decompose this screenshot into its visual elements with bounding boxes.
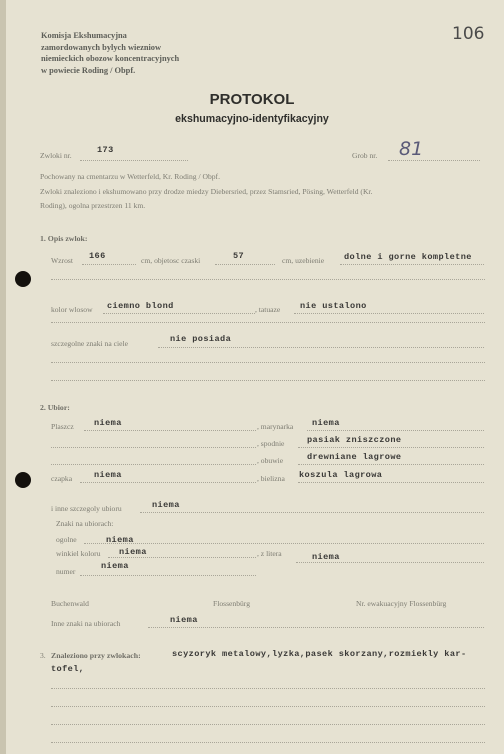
organization-line: niemieckich obozow koncentracyjnych xyxy=(41,54,180,64)
teeth-label: cm, uzebienie xyxy=(282,256,325,265)
prisoner-number-line xyxy=(80,575,256,576)
coat-value: niema xyxy=(94,418,122,428)
height-line xyxy=(82,264,136,265)
blank-line xyxy=(51,279,485,280)
height-label: Wzrost xyxy=(51,256,73,265)
shoes-line xyxy=(298,464,484,465)
blank-line xyxy=(51,688,485,689)
tattoo-value: nie ustalono xyxy=(300,301,367,311)
trousers-line xyxy=(298,447,484,448)
shoes-label: , obuwie xyxy=(257,456,284,465)
hair-color-line xyxy=(103,313,255,314)
punch-hole-top xyxy=(15,271,31,287)
hair-color-label: kolor wlosow xyxy=(51,305,93,314)
body-number-line xyxy=(80,160,188,161)
coat-label: Plaszcz xyxy=(51,422,74,431)
blank-line xyxy=(51,464,256,465)
camp-flossenburg: Flossenbürg xyxy=(213,599,250,608)
hair-color-value: ciemno blond xyxy=(107,301,174,311)
trousers-value: pasiak zniszczone xyxy=(307,435,402,445)
cap-line xyxy=(80,482,256,483)
skull-line xyxy=(215,264,275,265)
prisoner-number-label: numer xyxy=(56,567,76,576)
general-marks-label: ogolne xyxy=(56,535,77,544)
blank-line xyxy=(51,742,485,743)
jacket-value: niema xyxy=(312,418,340,428)
punch-hole-bottom xyxy=(15,472,31,488)
evacuation-number-label: Nr. ewakuacyjny Flossenbürg xyxy=(356,599,447,608)
found-items-value: scyzoryk metalowy,lyzka,pasek skorzany,rozmiekly kar- xyxy=(172,649,467,659)
section-2-heading: 2. Ubior: xyxy=(40,403,70,412)
tattoo-line xyxy=(294,313,484,314)
shoes-value: drewniane lagrowe xyxy=(307,452,402,462)
underwear-line xyxy=(298,482,484,483)
other-clothing-line xyxy=(140,512,484,513)
other-clothing-value: niema xyxy=(152,500,180,510)
body-marks-label: szczegolne znaki na ciele xyxy=(51,339,128,348)
other-marks-line xyxy=(148,627,484,628)
found-items-value: tofel, xyxy=(51,664,85,674)
blank-line xyxy=(51,362,485,363)
body-number-label: Zwloki nr. xyxy=(40,151,72,160)
general-marks-line xyxy=(84,543,484,544)
teeth-line xyxy=(340,264,484,265)
other-marks-value: niema xyxy=(170,615,198,625)
coat-line xyxy=(84,430,256,431)
letter-line xyxy=(296,562,484,563)
burial-place-text: Pochowany na cmentarzu w Wetterfeld, Kr. Roding / Obpf. xyxy=(40,172,220,181)
blank-line xyxy=(51,706,485,707)
general-marks-value: niema xyxy=(106,535,134,545)
grave-number-value: 81 xyxy=(399,138,424,160)
blank-line xyxy=(51,322,485,323)
section-3-heading: Znaleziono przy zwlokach: xyxy=(51,651,141,660)
document-title: PROTOKOL xyxy=(209,91,295,108)
blank-line xyxy=(51,724,485,725)
organization-block xyxy=(41,30,179,77)
organization-line: zamordowanych bylych wiezniow xyxy=(41,42,162,52)
camp-buchenwald: Buchenwald xyxy=(51,599,89,608)
blank-line xyxy=(51,447,256,448)
body-marks-value: nie posiada xyxy=(170,334,232,344)
other-clothing-label: i inne szczegoly ubioru xyxy=(51,504,122,513)
letter-value: niema xyxy=(312,552,340,562)
jacket-label: , marynarka xyxy=(257,422,294,431)
skull-value: 57 xyxy=(233,251,245,261)
teeth-value: dolne i gorne kompletne xyxy=(344,252,472,262)
section-1-heading: 1. Opis zwlok: xyxy=(40,234,88,243)
triangle-color-line xyxy=(108,557,256,558)
height-value: 166 xyxy=(89,251,106,261)
trousers-label: , spodnie xyxy=(257,439,285,448)
blank-line xyxy=(51,380,485,381)
section-3-number: 3. xyxy=(40,651,46,660)
found-text-line: Roding), ogolna przestrzen 11 km. xyxy=(40,201,146,210)
page-number: 106 xyxy=(452,24,485,44)
cap-value: niema xyxy=(94,470,122,480)
cap-label: czapka xyxy=(51,474,73,483)
triangle-color-label: winkiel koloru xyxy=(56,549,101,558)
found-text-line: Zwloki znaleziono i ekshumowano przy drodze miedzy Diebersried, przez Stamsried, Pösing, Wetterfeld (Kr. xyxy=(40,187,373,196)
jacket-line xyxy=(307,430,484,431)
triangle-color-value: niema xyxy=(119,547,147,557)
clothing-marks-heading: Znaki na ubiorach: xyxy=(56,519,114,528)
body-marks-line xyxy=(158,347,484,348)
organization-line: Komisja Ekshumacyjna xyxy=(41,31,127,40)
underwear-value: koszula lagrowa xyxy=(299,470,383,480)
body-number-value: 173 xyxy=(97,145,114,155)
document-subtitle: ekshumacyjno-identyfikacyjny xyxy=(175,113,329,125)
grave-number-line xyxy=(388,160,480,161)
skull-label: cm, objetosc czaski xyxy=(141,256,201,265)
grave-number-label: Grob nr. xyxy=(352,151,378,160)
prisoner-number-value: niema xyxy=(101,561,129,571)
other-marks-label: Inne znaki na ubiorach xyxy=(51,619,121,628)
organization-line: w powiecie Roding / Obpf. xyxy=(41,66,136,76)
letter-label: , z litera xyxy=(257,549,282,558)
underwear-label: , bielizna xyxy=(257,474,285,483)
tattoo-label: , tatuaze xyxy=(255,305,281,314)
